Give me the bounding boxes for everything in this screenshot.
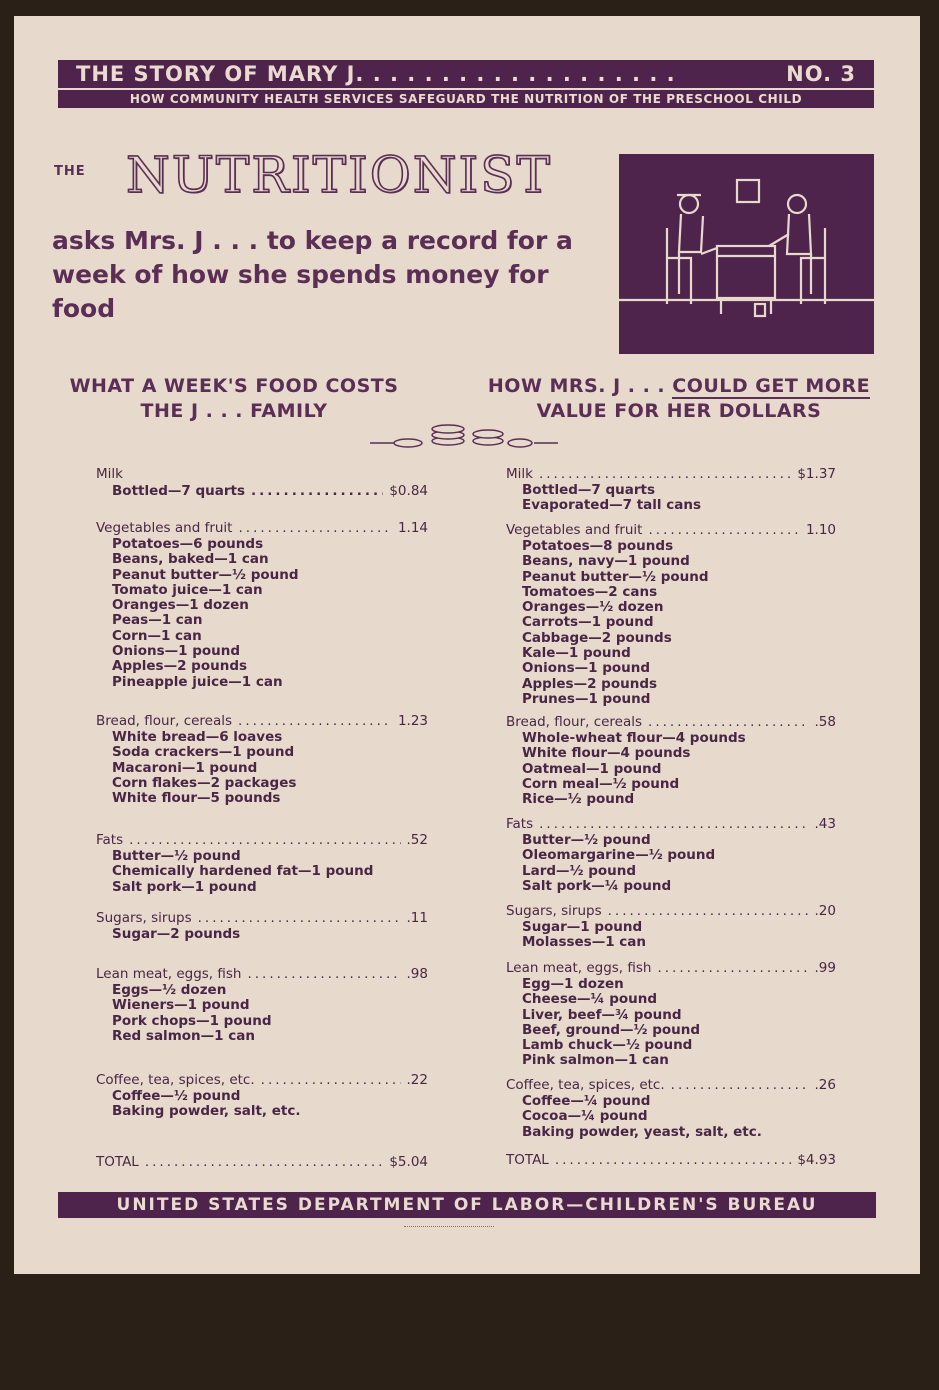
category-heading: Coffee, tea, spices, etc. ..... .22 — [96, 1072, 428, 1089]
list-item: Baking powder, salt, etc. — [112, 1103, 301, 1120]
list-item: Coffee—½ pound — [112, 1088, 241, 1104]
right-group-vegetables — [506, 522, 836, 707]
left-heading-line1: WHAT A WEEK'S FOOD COSTS — [69, 375, 399, 397]
list-item: Oatmeal—1 pound — [522, 760, 662, 777]
list-item: Liver, beef—¾ pound — [522, 1006, 682, 1023]
story-title: THE STORY OF MARY J. . . . . . . . . . . . . . . . . . . — [76, 62, 676, 86]
list-item: Beef, ground—½ pound — [522, 1021, 701, 1038]
list-item: Onions—1 pound — [112, 643, 241, 660]
list-item: Peas—1 can — [112, 612, 203, 629]
left-total — [96, 1154, 428, 1171]
list-item: White bread—6 loaves — [112, 729, 283, 745]
list-item: Rice—½ pound — [522, 791, 635, 808]
right-group-meat — [506, 960, 836, 1069]
list-item: Kale—1 pound — [522, 645, 631, 662]
list-item: Whole-wheat flour—4 pounds — [522, 730, 746, 746]
category-heading: Vegetables and fruit ..... 1.14 — [96, 520, 428, 537]
left-group-vegetables — [96, 520, 428, 690]
list-item: Corn—1 can — [112, 627, 202, 644]
category-heading: Bread, flour, cereals ..... .58 — [506, 714, 836, 731]
list-item: Potatoes—8 pounds — [522, 538, 674, 554]
list-item: Cabbage—2 pounds — [522, 629, 672, 646]
list-item: Carrots—1 pound — [522, 614, 654, 631]
page-title: NUTRITIONIST — [126, 146, 552, 204]
left-group-bread — [96, 713, 428, 806]
left-group-sugars — [96, 910, 428, 942]
list-item: Tomatoes—2 cans — [522, 583, 658, 600]
list-item: Prunes—1 pound — [522, 690, 651, 707]
list-item: Beans, baked—1 can — [112, 551, 269, 568]
list-item: Oleomargarine—½ pound — [522, 847, 716, 864]
list-item: Corn flakes—2 packages — [112, 774, 297, 791]
total-amount: $5.04 — [389, 1154, 428, 1170]
category-heading: Lean meat, eggs, fish ..... .98 — [96, 966, 428, 983]
total-amount: $4.93 — [797, 1152, 836, 1168]
list-item: Pork chops—1 pound — [112, 1012, 272, 1029]
list-item: Lamb chuck—½ pound — [522, 1037, 693, 1054]
total-label: TOTAL — [506, 1152, 549, 1168]
list-item: Pink salmon—1 can — [522, 1052, 669, 1069]
list-item: Salt pork—¼ pound — [522, 877, 672, 894]
list-item: Onions—1 pound — [522, 660, 651, 677]
right-group-fats — [506, 816, 836, 894]
intro-text: asks Mrs. J . . . to keep a record for a week of how she spends money for food — [52, 226, 573, 323]
list-item: Oranges—½ dozen — [522, 599, 664, 616]
list-item: Soda crackers—1 pound — [112, 744, 295, 761]
category-heading: Fats ..... .52 — [96, 832, 428, 849]
right-heading-line2: VALUE FOR HER DOLLARS — [536, 400, 822, 422]
left-heading-line2: THE J . . . FAMILY — [140, 400, 328, 422]
list-item: Oranges—1 dozen — [112, 597, 249, 614]
category-heading: Milk — [96, 466, 123, 482]
story-number: NO. 3 — [786, 62, 856, 86]
category-heading: Milk ..... $1.37 — [506, 466, 836, 483]
coins-divider-icon — [364, 421, 564, 451]
left-group-milk — [96, 466, 428, 500]
list-item: Butter—½ pound — [112, 848, 241, 864]
left-group-meat — [96, 966, 428, 1044]
list-item: Butter—½ pound — [522, 832, 651, 848]
list-item: Corn meal—½ pound — [522, 775, 680, 792]
list-item: Molasses—1 can — [522, 934, 647, 951]
list-item: Cheese—¼ pound — [522, 991, 658, 1008]
list-item: Cocoa—¼ pound — [522, 1108, 648, 1125]
poster — [14, 16, 920, 1274]
list-item: White flour—5 pounds — [112, 790, 281, 807]
list-item: Tomato juice—1 can — [112, 581, 263, 598]
list-item: White flour—4 pounds — [522, 745, 691, 762]
list-item: Egg—1 dozen — [522, 976, 624, 992]
right-heading-line1b: COULD GET MORE — [672, 375, 871, 397]
left-group-fats — [96, 832, 428, 895]
footer-agency: UNITED STATES DEPARTMENT OF LABOR—CHILDREN'S BUREAU — [58, 1192, 876, 1218]
list-item: Coffee—¼ pound — [522, 1093, 651, 1109]
list-item: Peanut butter—½ pound — [522, 568, 709, 585]
left-group-coffee — [96, 1072, 428, 1120]
list-item: Bottled—7 quarts — [522, 482, 656, 498]
list-item: Peanut butter—½ pound — [112, 566, 299, 583]
category-heading: Bread, flour, cereals ..... 1.23 — [96, 713, 428, 730]
list-item: Macaroni—1 pound — [112, 759, 258, 776]
nutritionist-and-mother-at-table-icon — [619, 154, 874, 354]
total-label: TOTAL — [96, 1154, 139, 1170]
list-item: Eggs—½ dozen — [112, 982, 227, 998]
list-item: Sugar—1 pound — [522, 919, 643, 935]
list-item: Chemically hardened fat—1 pound — [112, 863, 374, 880]
right-group-sugars — [506, 903, 836, 951]
right-heading-line1a: HOW MRS. J . . . — [487, 375, 673, 397]
list-item: Red salmon—1 can — [112, 1027, 255, 1044]
right-group-bread — [506, 714, 836, 807]
line-item: Bottled—7 quarts ..... $0.84 — [96, 483, 428, 500]
list-item: Wieners—1 pound — [112, 997, 250, 1014]
title-bar — [58, 60, 874, 88]
list-item: Evaporated—7 tall cans — [522, 497, 701, 514]
right-group-coffee — [506, 1077, 836, 1140]
list-item: Sugar—2 pounds — [112, 926, 241, 942]
list-item: Baking powder, yeast, salt, etc. — [522, 1123, 762, 1140]
left-column-heading — [44, 374, 424, 424]
list-item: Apples—2 pounds — [112, 658, 248, 675]
category-heading: Sugars, sirups ..... .20 — [506, 903, 836, 920]
right-group-milk — [506, 466, 836, 514]
category-heading: Sugars, sirups ..... .11 — [96, 910, 428, 927]
subtitle-bar: HOW COMMUNITY HEALTH SERVICES SAFEGUARD THE NUTRITION OF THE PRESCHOOL CHILD — [58, 90, 874, 108]
list-item: Pineapple juice—1 can — [112, 673, 283, 690]
list-item: Apples—2 pounds — [522, 675, 658, 692]
list-item: Salt pork—1 pound — [112, 878, 257, 895]
category-heading: Fats ..... .43 — [506, 816, 836, 833]
category-heading: Coffee, tea, spices, etc. ..... .26 — [506, 1077, 836, 1094]
list-item: Beans, navy—1 pound — [522, 553, 690, 570]
category-heading: Lean meat, eggs, fish ..... .99 — [506, 960, 836, 977]
printer-mark — [404, 1226, 494, 1229]
list-item: Potatoes—6 pounds — [112, 536, 264, 552]
category-heading: Vegetables and fruit ..... 1.10 — [506, 522, 836, 539]
list-item: Lard—½ pound — [522, 862, 637, 879]
right-total — [506, 1152, 836, 1169]
title-prefix: THE — [54, 164, 86, 179]
right-column-heading — [464, 374, 894, 424]
